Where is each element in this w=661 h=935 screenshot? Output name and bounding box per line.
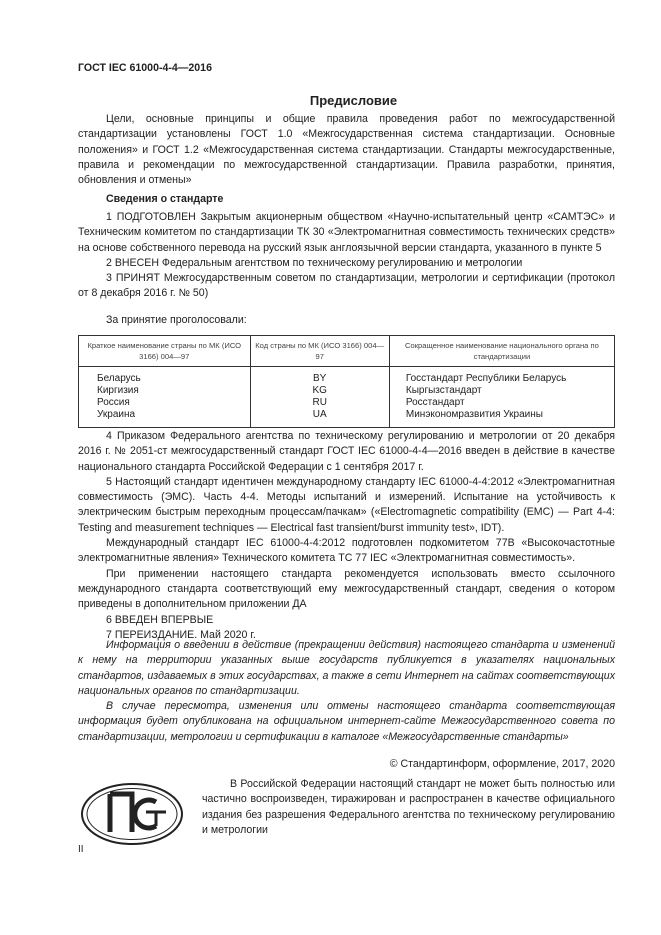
item-5-note-2: При применении настоящего стандарта рекомендуется использовать вместо ссылочного международного стандарта соответствующий ему межгосударственный стандарт, сведения о котором приведены в дополнительном приложении ДА: [78, 567, 615, 611]
code-cell: KG: [312, 385, 327, 396]
body-cell: Минэкономразвития Украины: [405, 409, 543, 420]
item-7: 7 ПЕРЕИЗДАНИЕ. Май 2020 г.: [106, 628, 256, 641]
info-paragraph-1: Информация о введении в действие (прекращении действия) настоящего стандарта и изменений к нему на территории указанных выше государств публикуется в указателях национальных стандартов, издаваемых в этих государствах, а также в сети Интернет на сайтах соответствующих национальных органов по стандартизации.: [78, 639, 615, 697]
country-cell: Киргизия: [97, 385, 139, 396]
info-block: [78, 638, 615, 745]
vote-table-header-row: [79, 336, 615, 367]
header-code: Код страны по МК (ИСО 3166) 004—97: [250, 336, 389, 367]
info-paragraph-2: В случае пересмотра, изменения или отмены настоящего стандарта соответствующая информация будет опубликована на официальном интернет-сайте Межгосударственного совета по стандартизации, метрологии и сертификации в каталоге «Межгосударственные стандарты»: [78, 700, 615, 743]
code-cell: BY: [313, 373, 327, 384]
item-3: 3 ПРИНЯТ Межгосударственным советом по стандартизации, метрологии и сертификации (протокол от 8 декабря 2016 г. № 50): [78, 272, 615, 300]
country-cell: Беларусь: [97, 373, 141, 384]
body-cell: Росстандарт: [405, 397, 465, 408]
header-body: Сокращенное наименование национального органа по стандартизации: [389, 336, 614, 367]
items-after-section: [78, 429, 615, 643]
item-2: 2 ВНЕСЕН Федеральным агентством по техническому регулированию и метрологии: [106, 256, 523, 269]
item-1: 1 ПОДГОТОВЛЕН Закрытым акционерным обществом «Научно-испытательный центр «САМТЭС» и Техническим комитетом по стандартизации ТК 30 «Электромагнитная совместимость технических средств» на основе собственного перевода на русский язык англоязычной версии стандарта, указанного в пункте 5: [78, 211, 615, 254]
header-country: Краткое наименование страны по МК (ИСО 3166) 004—97: [79, 336, 251, 367]
gost-logo-icon: [80, 782, 184, 846]
rf-notice: В Российской Федерации настоящий стандарт не может быть полностью или частично воспроизведен, тиражирован и распространен в качестве официального издания без разрешения Федерального агентства по техническому регулированию и метрологии: [202, 778, 615, 836]
copyright-line: © Стандартинформ, оформление, 2017, 2020: [389, 758, 615, 770]
country-cell: Украина: [97, 409, 136, 420]
standard-info-heading: Сведения о стандарте: [106, 193, 224, 205]
vote-label: За принятие проголосовали:: [106, 314, 247, 326]
standard-info-items: [78, 210, 615, 302]
page-number: II: [78, 844, 84, 855]
standard-info-section: [78, 192, 615, 207]
item-5-note-1: Международный стандарт IEC 61000-4-4:2012 подготовлен подкомитетом 77B «Высокочастотные электромагнитные явления» Технического комитета ТС 77 IEC «Электромагнитная совместимость».: [78, 537, 615, 565]
vote-table-body: [79, 367, 615, 428]
item-5: 5 Настоящий стандарт идентичен международному стандарту IEC 61000-4-4:2012 «Электромагнитная совместимость (ЭМС). Часть 4-4. Методы испытаний и измерений. Испытание на устойчивость к электрическим быстрым переходным процессам/пачкам» («Electromagnetic compatibility (EMC) — Part 4-4: Testing and measurement techniques — Electrical fast transient/burst immunity test», IDT).: [78, 475, 615, 534]
body-column: [389, 367, 614, 428]
code-column: [250, 367, 389, 428]
country-column: [79, 367, 251, 428]
intro-paragraph: Цели, основные принципы и общие правила проведения работ по межгосударственной стандартизации установлены ГОСТ 1.0 «Межгосударственная система стандартизации. Основные положения» и ГОСТ 1.2 «Межгосударственная система стандартизации. Стандарты межгосударственные, правила и рекомендации по межгосударственной стандартизации. Правила разработки, принятия, обновления и отмены»: [78, 113, 615, 187]
document-code: ГОСТ IEC 61000-4-4—2016: [78, 62, 212, 74]
page-title: Предисловие: [309, 93, 398, 108]
intro-section: [78, 112, 615, 188]
rf-notice-block: [202, 777, 615, 838]
body-cell: Госстандарт Республики Беларусь: [405, 373, 567, 384]
code-cell: RU: [312, 397, 327, 408]
body-cell: Кыргызстандарт: [405, 385, 482, 396]
vote-table: [78, 335, 615, 428]
code-cell: UA: [312, 409, 327, 420]
item-4: 4 Приказом Федерального агентства по техническому регулированию и метрологии от 20 декабря 2016 г. № 2051-ст межгосударственный стандарт ГОСТ IEC 61000-4-4—2016 введен в действие в качестве национального стандарта Российской Федерации с 1 сентября 2017 г.: [78, 430, 615, 473]
item-6: 6 ВВЕДЕН ВПЕРВЫЕ: [106, 613, 214, 626]
vote-label-block: [78, 313, 615, 328]
country-cell: Россия: [97, 397, 130, 408]
